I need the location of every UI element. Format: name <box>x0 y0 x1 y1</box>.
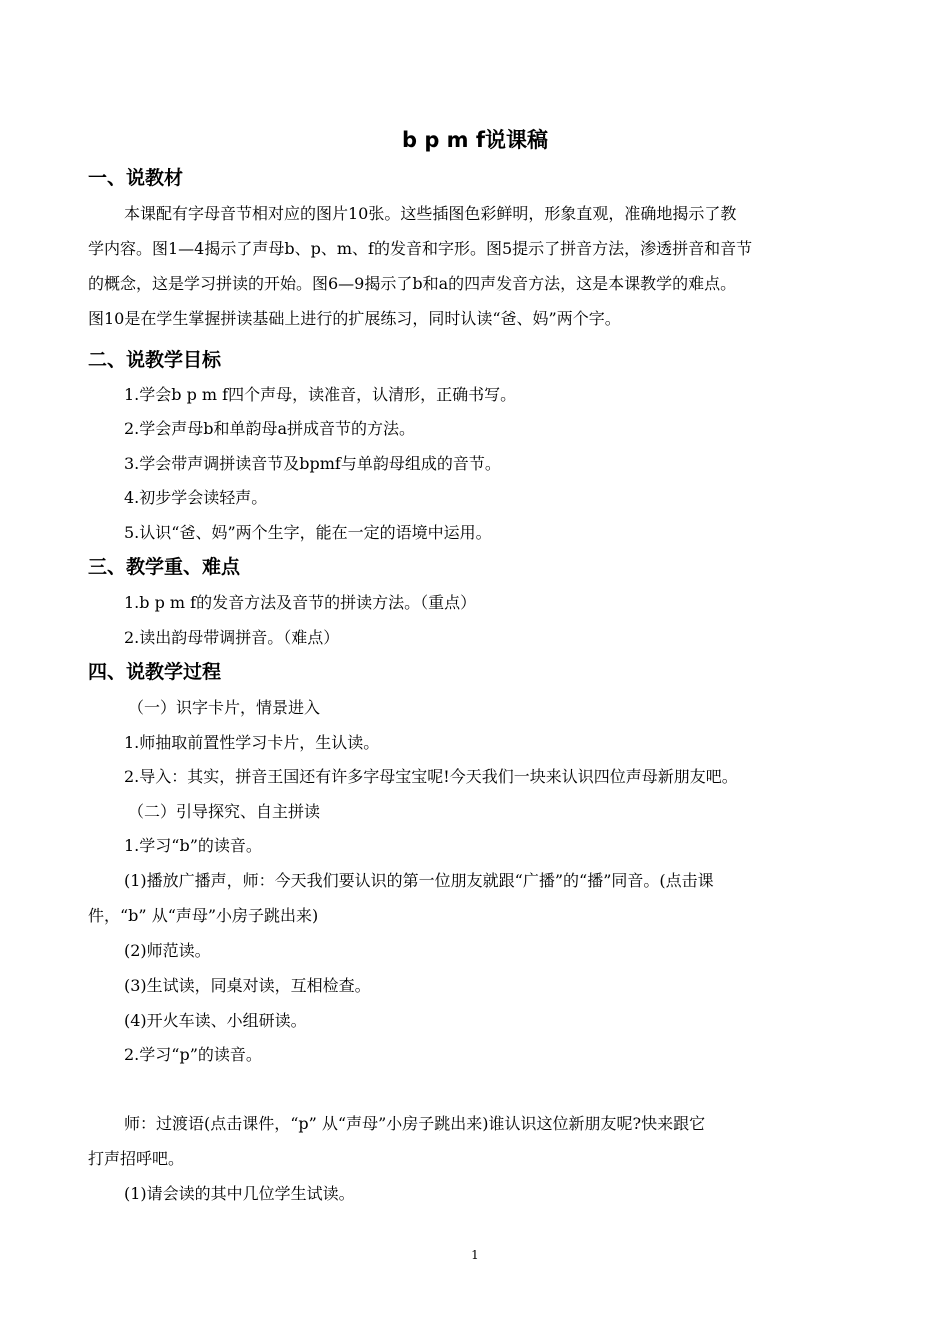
paragraph-line: 2.导入：其实，拼音王国还有许多字母宝宝呢!今天我们一块来认识四位声母新朋友吧。 <box>124 767 738 786</box>
paragraph-line: (3)生试读，同桌对读，互相检查。 <box>124 976 371 995</box>
list-item: 3.学会带声调拼读音节及bpmf与单韵母组成的音节。 <box>124 454 501 473</box>
paragraph-line: (4)开火车读、小组研读。 <box>124 1011 307 1030</box>
list-item: 1.b p m f的发音方法及音节的拼读方法。（重点） <box>124 593 477 612</box>
paragraph-line: (2)师范读。 <box>124 941 211 960</box>
paragraph-line: 本课配有字母音节相对应的图片10张。这些插图色彩鲜明，形象直观，准确地揭示了教 <box>124 204 737 223</box>
paragraph-line: 的概念，这是学习拼读的开始。图6—9揭示了b和a的四声发音方法，这是本课教学的难点。 <box>88 274 737 293</box>
list-item: 4.初步学会读轻声。 <box>124 488 268 507</box>
paragraph-line: 师：过渡语(点击课件，“p” 从“声母”小房子跳出来)谁认识这位新朋友呢?快来跟它 <box>124 1114 706 1133</box>
paragraph-line: 打声招呼吧。 <box>88 1149 185 1168</box>
paragraph-line: (1)请会读的其中几位学生试读。 <box>124 1184 355 1203</box>
paragraph-line: 1.师抽取前置性学习卡片，生认读。 <box>124 733 380 752</box>
page-number: 1 <box>471 1248 479 1262</box>
list-item: 2.学会声母b和单韵母a拼成音节的方法。 <box>124 419 416 438</box>
list-item: 5.认识“爸、妈”两个生字，能在一定的语境中运用。 <box>124 523 492 542</box>
paragraph-line: 学内容。图1—4揭示了声母b、p、m、f的发音和字形。图5提示了拼音方法，渗透拼音和音节 <box>88 239 753 258</box>
section-heading-1: 一、说教材 <box>88 167 184 189</box>
list-item: 1.学会b p m f四个声母，读准音，认清形，正确书写。 <box>124 385 517 404</box>
subsection-heading: （二）引导探究、自主拼读 <box>128 802 321 821</box>
paragraph-line: 件，“b” 从“声母”小房子跳出来) <box>88 906 319 925</box>
paragraph-line: 2.学习“p”的读音。 <box>124 1045 262 1064</box>
paragraph-line: 图10是在学生掌握拼读基础上进行的扩展练习，同时认读“爸、妈”两个字。 <box>88 309 621 328</box>
section-heading-3: 三、教学重、难点 <box>88 556 241 578</box>
paragraph-line: 1.学习“b”的读音。 <box>124 836 262 855</box>
paragraph-line: (1)播放广播声，师：今天我们要认识的第一位朋友就跟“广播”的“播”同音。(点击课 <box>124 871 714 890</box>
page-title: b p m f说课稿 <box>401 128 548 152</box>
section-heading-4: 四、说教学过程 <box>88 661 222 683</box>
section-heading-2: 二、说教学目标 <box>88 349 222 371</box>
list-item: 2.读出韵母带调拼音。（难点） <box>124 628 340 647</box>
subsection-heading: （一）识字卡片，情景进入 <box>128 698 321 717</box>
